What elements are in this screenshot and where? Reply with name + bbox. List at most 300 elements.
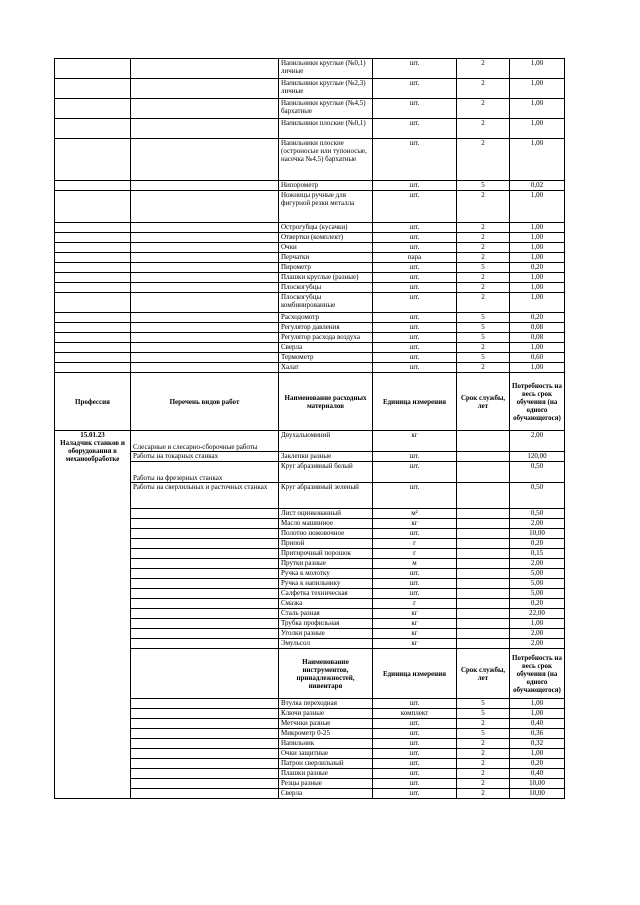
item-name: Перчатки: [279, 253, 373, 263]
table-row: [55, 263, 565, 273]
empty-cell: [131, 293, 279, 313]
item-qty: 1,00: [510, 223, 565, 233]
table-row: [55, 323, 565, 333]
item-unit: шт.: [373, 119, 457, 139]
item-unit: шт.: [373, 363, 457, 373]
empty-cell: [131, 639, 279, 649]
empty-cell: [131, 273, 279, 283]
header-unit: Единица измерения: [373, 373, 457, 431]
item-years: 2: [457, 99, 510, 119]
table-row: [55, 579, 565, 589]
tool-name: Сверла: [279, 789, 373, 799]
tool-years: 2: [457, 739, 510, 749]
material-name: Заклепки разные: [279, 452, 373, 462]
material-years: [457, 639, 510, 649]
empty-cell: [131, 589, 279, 599]
item-years: 5: [457, 353, 510, 363]
material-qty: 5,00: [510, 589, 565, 599]
table-body: [55, 59, 565, 799]
material-years: [457, 519, 510, 529]
empty-cell: [131, 283, 279, 293]
tool-qty: 0,40: [510, 769, 565, 779]
material-years: [457, 483, 510, 509]
item-years: 2: [457, 139, 510, 181]
item-years: 2: [457, 79, 510, 99]
item-years: 5: [457, 263, 510, 273]
empty-cell: [131, 539, 279, 549]
item-name: Сверла: [279, 343, 373, 353]
item-qty: 1,00: [510, 191, 565, 223]
item-qty: 1,00: [510, 79, 565, 99]
item-unit: шт.: [373, 313, 457, 323]
tool-name: Очки защитные: [279, 749, 373, 759]
item-qty: 1,00: [510, 283, 565, 293]
material-years: [457, 549, 510, 559]
table-row: [55, 549, 565, 559]
material-unit: шт.: [373, 452, 457, 462]
item-name: Ножницы ручные для фигурной резки металла: [279, 191, 373, 223]
empty-cell: [55, 59, 131, 79]
material-unit: шт.: [373, 589, 457, 599]
material-name: Масло машинное: [279, 519, 373, 529]
table-row: [55, 333, 565, 343]
table-row: [55, 699, 565, 709]
empty-cell: [55, 191, 131, 223]
material-name: Припой: [279, 539, 373, 549]
empty-cell: [131, 353, 279, 363]
tool-qty: 0,40: [510, 719, 565, 729]
item-qty: 1,00: [510, 243, 565, 253]
work-type: Слесарные и слесарно-сборочные работы: [131, 431, 279, 452]
empty-cell: [131, 181, 279, 191]
table-row: [55, 539, 565, 549]
empty-cell: [55, 181, 131, 191]
item-unit: шт.: [373, 293, 457, 313]
material-name: Уголки разные: [279, 629, 373, 639]
table-row: [55, 509, 565, 519]
table-row: [55, 529, 565, 539]
material-years: [457, 509, 510, 519]
material-unit: г: [373, 539, 457, 549]
tool-unit: шт.: [373, 789, 457, 799]
table-row: [55, 79, 565, 99]
tool-unit: шт.: [373, 749, 457, 759]
tool-unit: шт.: [373, 729, 457, 739]
table-row: [55, 59, 565, 79]
item-years: 2: [457, 343, 510, 353]
empty-cell: [131, 139, 279, 181]
table-row: [55, 462, 565, 483]
header-years: Срок службы, лет: [457, 649, 510, 699]
table-row: [55, 139, 565, 181]
material-unit: м²: [373, 509, 457, 519]
material-unit: шт.: [373, 569, 457, 579]
tool-years: 2: [457, 789, 510, 799]
item-name: Напильники круглые (№0,1) личные: [279, 59, 373, 79]
item-years: 2: [457, 119, 510, 139]
header-qty: Потребность на весь срок обучения (на одного обучающегося): [510, 373, 565, 431]
item-unit: шт.: [373, 273, 457, 283]
tool-unit: шт.: [373, 739, 457, 749]
item-years: 5: [457, 181, 510, 191]
header-qty: Потребность на весь срок обучения (на одного обучающегося): [510, 649, 565, 699]
material-unit: кг: [373, 519, 457, 529]
item-years: 2: [457, 253, 510, 263]
material-name: Эмульсол: [279, 639, 373, 649]
tool-years: 2: [457, 759, 510, 769]
item-years: 5: [457, 313, 510, 323]
material-qty: 120,00: [510, 452, 565, 462]
item-unit: шт.: [373, 181, 457, 191]
material-name: Круг абразивный белый: [279, 462, 373, 483]
material-qty: 0,20: [510, 599, 565, 609]
item-name: Регулятор расхода воздуха: [279, 333, 373, 343]
material-years: [457, 559, 510, 569]
empty-cell: [131, 739, 279, 749]
tool-unit: шт.: [373, 699, 457, 709]
item-unit: шт.: [373, 283, 457, 293]
material-unit: кг: [373, 639, 457, 649]
empty-cell: [131, 759, 279, 769]
table-row: [55, 283, 565, 293]
item-years: 2: [457, 283, 510, 293]
item-years: 2: [457, 243, 510, 253]
empty-cell: [131, 313, 279, 323]
item-name: Напильники плоские (№0,1): [279, 119, 373, 139]
empty-cell: [55, 119, 131, 139]
item-qty: 1,00: [510, 233, 565, 243]
empty-cell: [131, 343, 279, 353]
material-name: Сталь разная: [279, 609, 373, 619]
item-name: Термометр: [279, 353, 373, 363]
item-name: Отвертки (комплект): [279, 233, 373, 243]
empty-cell: [55, 139, 131, 181]
item-qty: 0,20: [510, 313, 565, 323]
tool-qty: 10,00: [510, 779, 565, 789]
header-material-name: Наименование расходных материалов: [279, 373, 373, 431]
table-row: [55, 639, 565, 649]
tool-qty: 0,32: [510, 739, 565, 749]
item-unit: шт.: [373, 79, 457, 99]
tool-unit: шт.: [373, 769, 457, 779]
empty-cell: [131, 243, 279, 253]
material-years: [457, 529, 510, 539]
empty-cell: [131, 509, 279, 519]
empty-cell: [131, 59, 279, 79]
item-unit: шт.: [373, 191, 457, 223]
empty-cell: [55, 353, 131, 363]
material-qty: 0,15: [510, 549, 565, 559]
table-row: [55, 99, 565, 119]
item-qty: 1,00: [510, 363, 565, 373]
tool-qty: 0,20: [510, 759, 565, 769]
table-row: [55, 243, 565, 253]
empty-cell: [131, 191, 279, 223]
table-row: [55, 609, 565, 619]
table-row: [55, 779, 565, 789]
empty-cell: [131, 323, 279, 333]
item-unit: шт.: [373, 223, 457, 233]
item-qty: 0,02: [510, 181, 565, 191]
item-name: Халат: [279, 363, 373, 373]
item-qty: 1,00: [510, 343, 565, 353]
empty-cell: [55, 79, 131, 99]
empty-cell: [131, 529, 279, 539]
profession-code: 15.01.23: [80, 431, 105, 439]
table-row: [55, 569, 565, 579]
tool-qty: 1,00: [510, 709, 565, 719]
tool-unit: шт.: [373, 719, 457, 729]
table-row: [55, 363, 565, 373]
table-row: [55, 769, 565, 779]
empty-cell: [55, 333, 131, 343]
item-qty: 1,00: [510, 119, 565, 139]
item-years: 5: [457, 333, 510, 343]
empty-cell: [131, 599, 279, 609]
empty-cell: [131, 363, 279, 373]
empty-cell: [55, 283, 131, 293]
item-name: Напильники круглые (№4,5) бархатные: [279, 99, 373, 119]
empty-cell: [131, 549, 279, 559]
item-name: Напильники круглые (№2,3) личные: [279, 79, 373, 99]
material-name: Ручка к молотку: [279, 569, 373, 579]
material-years: [457, 569, 510, 579]
tool-years: 2: [457, 719, 510, 729]
table-row: [55, 629, 565, 639]
table-row: [55, 599, 565, 609]
work-type: Работы на фрезерных станках: [131, 462, 279, 483]
table-row: [55, 431, 565, 452]
material-qty: 5,00: [510, 579, 565, 589]
table-row: [55, 293, 565, 313]
material-qty: 0,50: [510, 509, 565, 519]
table-row: [55, 789, 565, 799]
item-years: 2: [457, 273, 510, 283]
empty-cell: [131, 119, 279, 139]
material-qty: 1,00: [510, 619, 565, 629]
empty-cell: [131, 79, 279, 99]
table-row: [55, 709, 565, 719]
table-row: [55, 589, 565, 599]
item-qty: 0,08: [510, 333, 565, 343]
profession-cell: [55, 431, 131, 799]
equipment-table: [54, 58, 565, 799]
table-row: [55, 559, 565, 569]
table-row: [55, 452, 565, 462]
item-unit: шт.: [373, 139, 457, 181]
item-years: 2: [457, 293, 510, 313]
material-qty: 2,00: [510, 629, 565, 639]
material-name: Круг абразивный зеленый: [279, 483, 373, 509]
material-years: [457, 619, 510, 629]
item-years: 5: [457, 323, 510, 333]
empty-cell: [131, 699, 279, 709]
material-years: [457, 431, 510, 452]
empty-cell: [131, 619, 279, 629]
table-row: [55, 619, 565, 629]
item-qty: 0,08: [510, 323, 565, 333]
empty-cell: [55, 223, 131, 233]
table-row: [55, 253, 565, 263]
empty-cell: [131, 263, 279, 273]
item-unit: шт.: [373, 343, 457, 353]
item-name: Острогубцы (кусачки): [279, 223, 373, 233]
tool-qty: 1,00: [510, 749, 565, 759]
item-unit: шт.: [373, 353, 457, 363]
material-qty: 5,00: [510, 569, 565, 579]
tool-name: Напильник: [279, 739, 373, 749]
tool-name: Метчики разные: [279, 719, 373, 729]
material-qty: 2,00: [510, 519, 565, 529]
empty-cell: [131, 719, 279, 729]
item-name: Регулятор давления: [279, 323, 373, 333]
tool-unit: комплект: [373, 709, 457, 719]
material-years: [457, 539, 510, 549]
material-unit: кг: [373, 431, 457, 452]
tool-qty: 0,36: [510, 729, 565, 739]
header-tool-name: Наименование инструментов, принадлежностей, инвентаря: [279, 649, 373, 699]
material-years: [457, 629, 510, 639]
item-qty: 1,00: [510, 273, 565, 283]
empty-cell: [55, 313, 131, 323]
item-qty: 1,00: [510, 99, 565, 119]
empty-cell: [131, 559, 279, 569]
material-unit: шт.: [373, 529, 457, 539]
table-row: [55, 749, 565, 759]
header-years: Срок службы, лет: [457, 373, 510, 431]
item-name: Очки: [279, 243, 373, 253]
tool-years: 2: [457, 749, 510, 759]
tool-name: Втулка переходная: [279, 699, 373, 709]
material-name: Притирочный порошок: [279, 549, 373, 559]
empty-cell: [131, 253, 279, 263]
empty-cell: [131, 609, 279, 619]
item-unit: шт.: [373, 99, 457, 119]
table-row: [55, 223, 565, 233]
profession-title: Наладчик станков и оборудования в механообработке: [60, 439, 125, 463]
material-years: [457, 579, 510, 589]
material-qty: 0,50: [510, 483, 565, 509]
empty-cell: [55, 363, 131, 373]
tool-name: Плашки разные: [279, 769, 373, 779]
table-row: [55, 739, 565, 749]
tool-name: Ключи разные: [279, 709, 373, 719]
material-unit: г: [373, 599, 457, 609]
material-qty: 10,00: [510, 529, 565, 539]
item-years: 2: [457, 191, 510, 223]
empty-cell: [131, 779, 279, 789]
item-unit: шт.: [373, 263, 457, 273]
header-row: [55, 373, 565, 431]
empty-cell: [55, 253, 131, 263]
table-row: [55, 191, 565, 223]
table-row: [55, 273, 565, 283]
empty-cell: [131, 579, 279, 589]
material-name: Лист оцинкованный: [279, 509, 373, 519]
tool-name: Резцы разные: [279, 779, 373, 789]
empty-cell: [55, 323, 131, 333]
item-name: Нипорометр: [279, 181, 373, 191]
material-name: Полотно ножовочное: [279, 529, 373, 539]
tool-years: 2: [457, 779, 510, 789]
table-row: [55, 343, 565, 353]
item-unit: шт.: [373, 323, 457, 333]
table-row: [55, 233, 565, 243]
empty-cell: [55, 273, 131, 283]
item-qty: 1,00: [510, 253, 565, 263]
table-row: [55, 483, 565, 509]
item-years: 2: [457, 363, 510, 373]
item-years: 2: [457, 223, 510, 233]
work-type: Работы на токарных станках: [131, 452, 279, 462]
table-row: [55, 759, 565, 769]
material-qty: 2,00: [510, 431, 565, 452]
table-row: [55, 119, 565, 139]
material-qty: 2,00: [510, 559, 565, 569]
item-name: Плоскогубцы: [279, 283, 373, 293]
empty-cell: [131, 333, 279, 343]
empty-cell: [131, 729, 279, 739]
material-name: Ручка к напильнику: [279, 579, 373, 589]
material-years: [457, 599, 510, 609]
item-name: Плашки круглые (разные): [279, 273, 373, 283]
material-unit: шт.: [373, 462, 457, 483]
item-name: Расходомотр: [279, 313, 373, 323]
table-row: [55, 719, 565, 729]
item-unit: шт.: [373, 243, 457, 253]
empty-cell: [131, 709, 279, 719]
item-qty: 1,00: [510, 139, 565, 181]
material-name: Смазка: [279, 599, 373, 609]
item-years: 2: [457, 59, 510, 79]
material-name: Двухальюминий: [279, 431, 373, 452]
empty-cell: [131, 749, 279, 759]
item-qty: 1,00: [510, 293, 565, 313]
material-qty: 2,00: [510, 639, 565, 649]
tool-unit: шт.: [373, 759, 457, 769]
material-qty: 0,50: [510, 462, 565, 483]
item-unit: шт.: [373, 233, 457, 243]
empty-cell: [55, 233, 131, 243]
tool-qty: 10,00: [510, 789, 565, 799]
tool-unit: шт.: [373, 779, 457, 789]
material-unit: шт.: [373, 483, 457, 509]
item-name: Пирометр: [279, 263, 373, 273]
empty-cell: [131, 99, 279, 119]
item-name: Плоскогубцы комбинированные: [279, 293, 373, 313]
tool-years: 2: [457, 769, 510, 779]
empty-cell: [131, 769, 279, 779]
material-qty: 0,20: [510, 539, 565, 549]
empty-cell: [131, 569, 279, 579]
header-row: [55, 649, 565, 699]
item-qty: 1,00: [510, 59, 565, 79]
material-unit: кг: [373, 619, 457, 629]
item-unit: шт.: [373, 333, 457, 343]
empty-cell: [55, 343, 131, 353]
tool-name: Патрон сверлильный: [279, 759, 373, 769]
table-row: [55, 729, 565, 739]
empty-cell: [55, 293, 131, 313]
item-unit: шт.: [373, 59, 457, 79]
material-unit: м: [373, 559, 457, 569]
material-unit: г: [373, 549, 457, 559]
item-qty: 0,20: [510, 263, 565, 273]
tool-years: 5: [457, 729, 510, 739]
header-works: Перечень видов работ: [131, 373, 279, 431]
material-qty: 22,00: [510, 609, 565, 619]
tool-qty: 1,00: [510, 699, 565, 709]
